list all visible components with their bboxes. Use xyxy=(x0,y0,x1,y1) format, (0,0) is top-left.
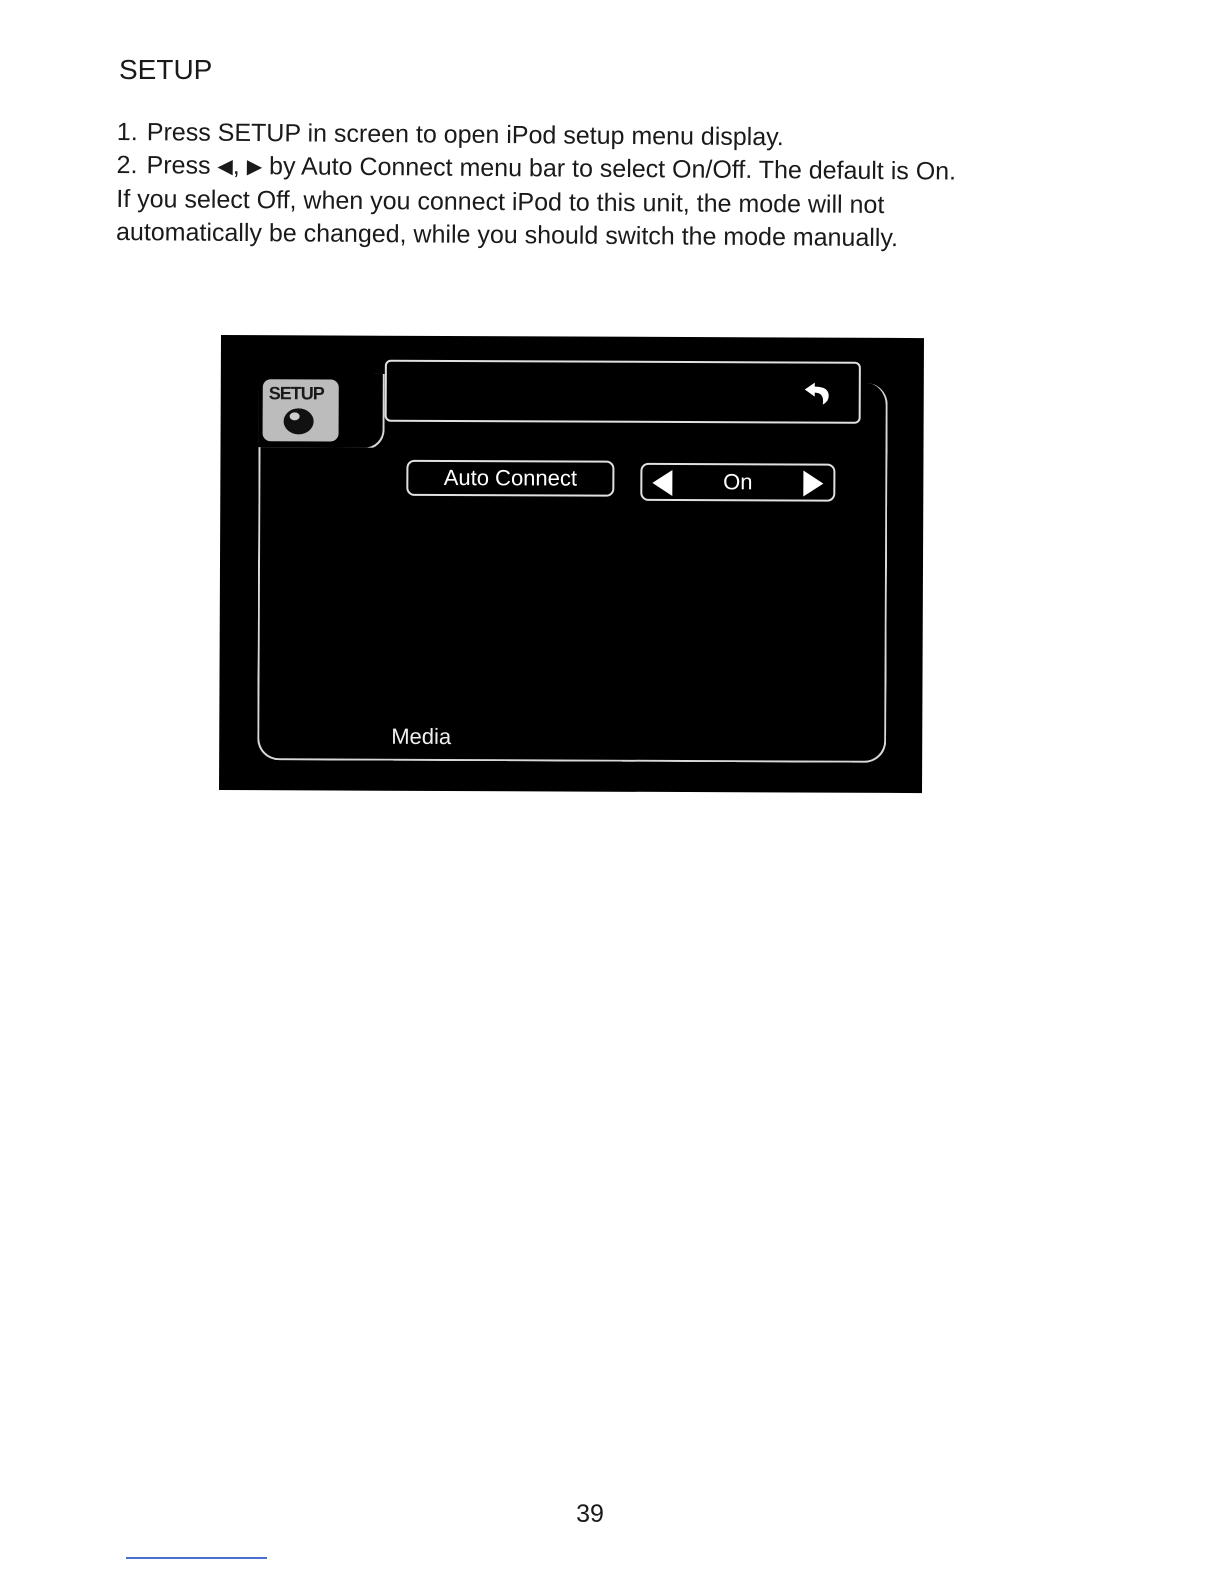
disc-icon xyxy=(281,405,317,437)
instruction-steps xyxy=(116,116,1077,257)
page-number: 39 xyxy=(576,1500,604,1528)
setup-icon-label: SETUP xyxy=(268,383,324,404)
title-bar xyxy=(385,360,861,424)
return-arrow-icon[interactable] xyxy=(801,380,835,406)
step-number: 2. xyxy=(116,150,138,180)
setup-button[interactable] xyxy=(263,379,339,441)
page-heading: SETUP xyxy=(119,54,213,85)
auto-connect-value: On xyxy=(723,469,753,495)
tab-divider xyxy=(260,447,380,452)
setup-screen-illustration xyxy=(219,335,924,793)
step-separator: , xyxy=(232,151,240,180)
step-text: Press SETUP in screen to open iPod setup menu display. xyxy=(146,118,784,152)
step-number: 1. xyxy=(116,117,138,147)
auto-connect-menu-item[interactable]: Auto Connect xyxy=(406,460,614,497)
bottom-rule xyxy=(126,1557,267,1559)
media-label: Media xyxy=(391,723,452,750)
step-text-pre: Press xyxy=(146,151,211,180)
auto-connect-value-selector[interactable] xyxy=(640,463,835,502)
left-triangle-icon: ◀ xyxy=(217,155,233,178)
right-triangle-icon: ▶ xyxy=(246,156,263,179)
step-text-post: by Auto Connect menu bar to select On/Off. The default is On. xyxy=(269,152,957,186)
right-arrow-icon[interactable] xyxy=(803,471,823,497)
step-2-continuation: If you select Off, when you connect iPod to this unit, the mode will not xyxy=(116,184,885,220)
step-2-continuation: automatically be changed, while you should switch the mode manually. xyxy=(115,217,899,253)
